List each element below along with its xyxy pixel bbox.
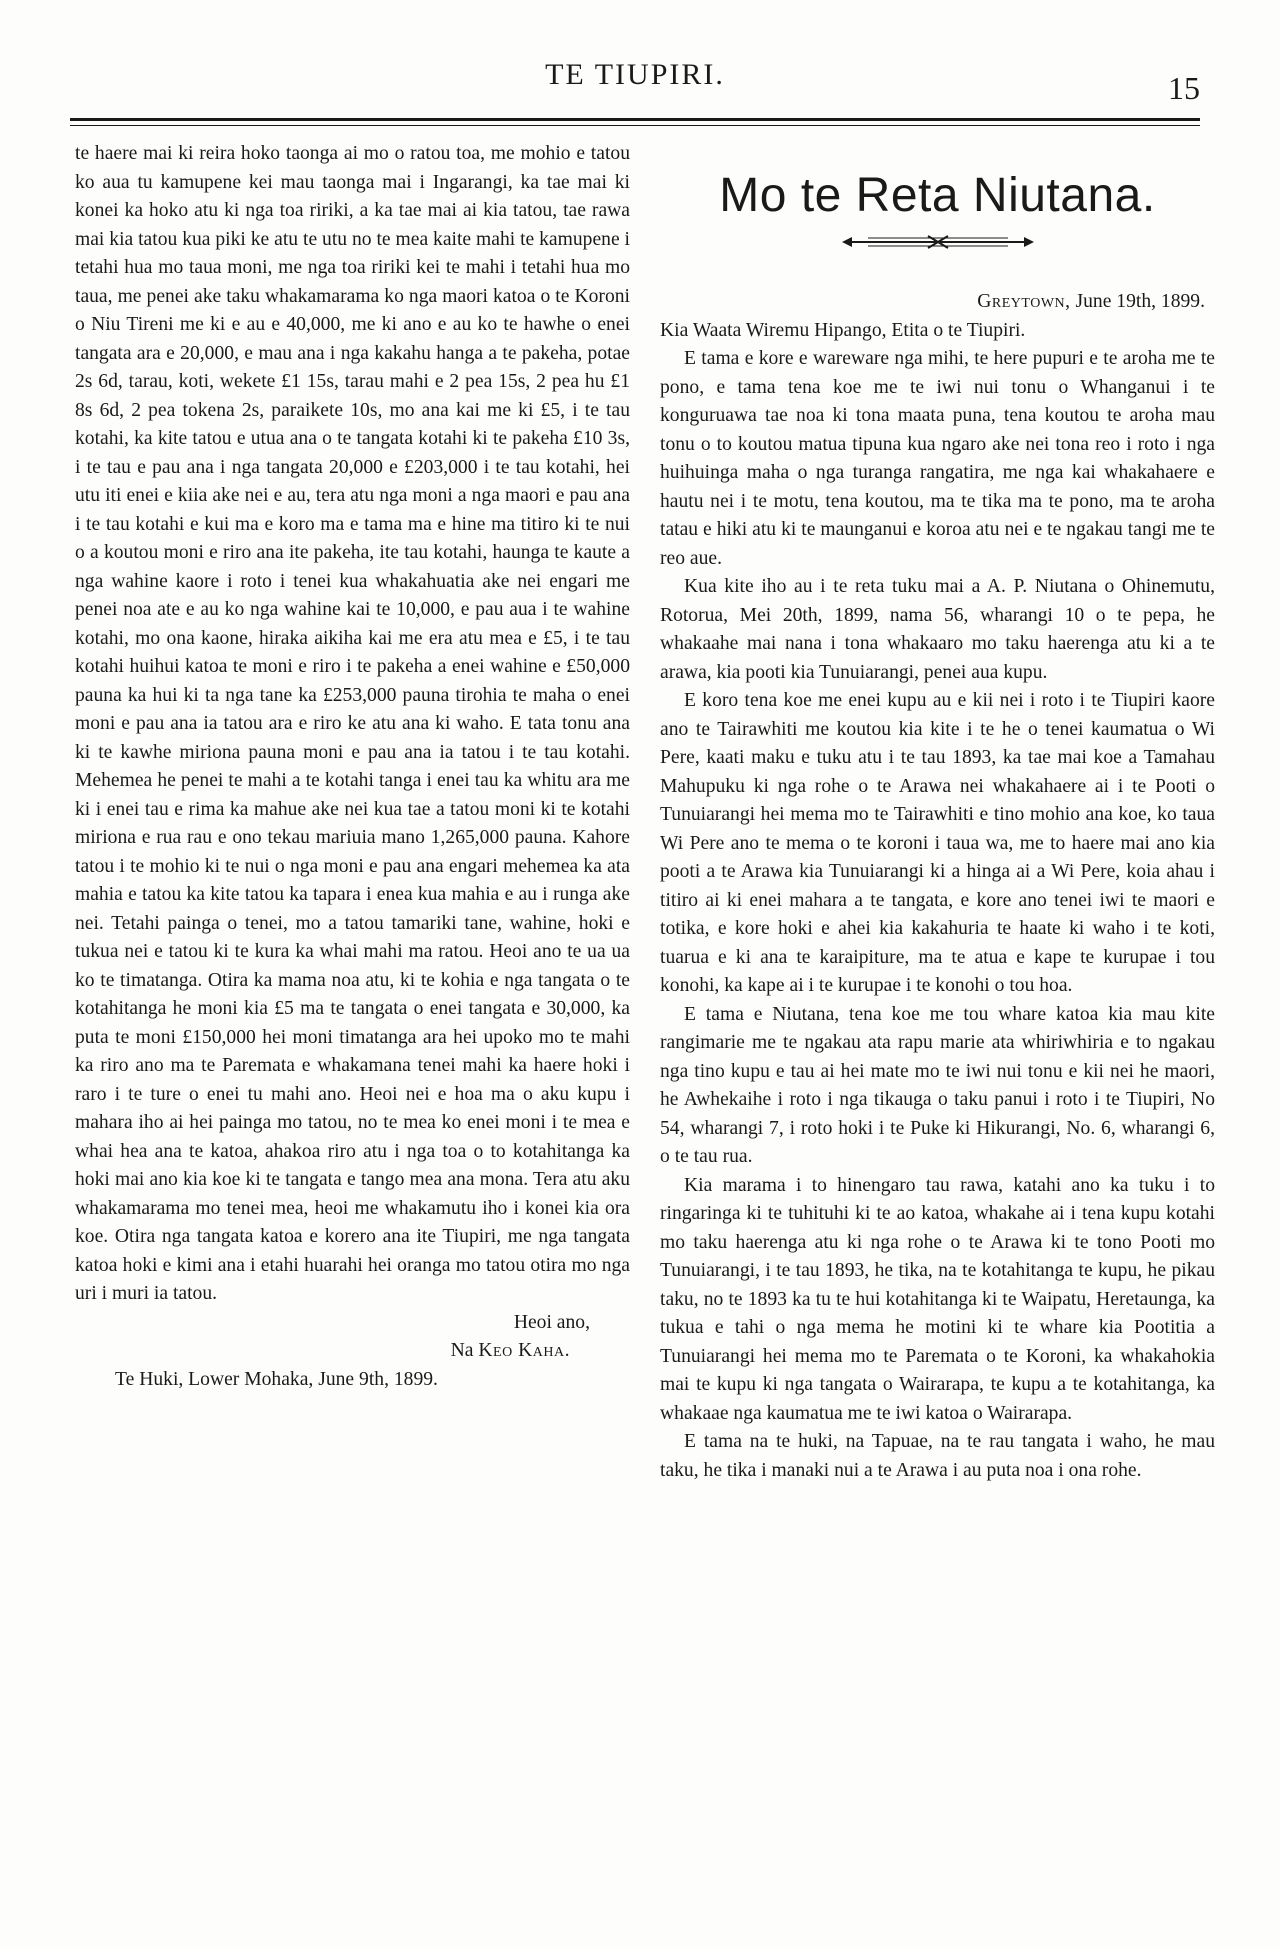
signature-name: Keo Kaha. <box>478 1340 570 1361</box>
ornament-divider-icon <box>838 232 1038 252</box>
right-column <box>660 140 1215 1485</box>
article-title: Mo te Reta Niutana. <box>719 169 1156 222</box>
left-article-body: te haere mai ki reira hoko taonga ai mo o ratou toa, me mohio e tatou ko aua tu kamupene kei mau taonga mai i Ingarangi, ka tae mai ki konei ka hoko atu ki nga toa ririki, a ka tae mai ai kia tatou, tae rawa mai kia tatou kua piki ke atu te utu no te mea kaite mahi te kamupene i tetahi hua mo taua moni, me nga toa ririki kei te mahi i tetahi hua mo taua, me penei ake taku whakamarama ko nga maori katoa o te Koroni o Niu Tireni me ki e au e 40,000, me ki ano e au ko te hawhe o enei tangata ara e 20,000, e mau ana i nga kakahu hanga a te pakeha, potae 2s 6d, tarau, koti, wekete £1 15s, tarau mahi e 2 pea 15s, 2 pea hu £1 8s 6d, 2 pea tokena 2s, paraikete 10s, mo ana kai me ki £5, i te tau kotahi, ka kite tatou e utua ana o te tangata kotahi ki te pakeha £10 3s, i te tau e pau ana i nga tangata 20,000 e £203,000 i te tau kotahi, hei utu iti enei e kiia ake nei e au, tera atu nga moni a nga maori e pau ana i te tau kotahi e kui ma e koro ma e tama ma e hine ma titiro ki te nui o a koutou moni e riro ana ite pakeha, ite tau kotahi, haunga te kaute a nga wahine kaore i roto i tenei kua whakahuatia ake nei engari me penei noa ate e au ko nga wahine kai te 10,000, e pau aua i te wahine kotahi, mo ona kaone, hiraka aikiha kai me era atu mea e £5, i te tau kotahi huihui katoa te moni e riro i te pakeha a enei wahine e £50,000 pauna ka hui ki ta nga tane ka £253,000 pauna tirohia te maha o enei moni e pau ana ia tatou ara e riro ke atu ana ki waho. E tata tonu ana ki te kawhe miriona pauna moni e pau ana ia tatou i te tau kotahi. Mehemea he penei te mahi a te kotahi tanga i enei tau ka whitu ara me ki i enei tau e rima ka mahue ake nei kua tae a tatou moni ki te kotahi miriona e rua rau e ono tekau mariuia mano 1,265,000 pauna. Kahore tatou i te mohio ki te nui o nga moni e pau ana engari mehemea ka ata mahia e tatou ka kite tatou ka tapara i enea kua mahia e au i runga ake nei. Tetahi painga o tenei, mo a tatou tamariki tane, wahine, hoki e tukua nei e tatou ki te kura ka whai mahi ma ratou. Heoi ano te ua ua ko te timatanga. Otira ka mama noa atu, ki te kohia e nga tangata o te kotahitanga he moni kia £5 ma te tangata o enei tangata e 30,000, ka puta te moni £150,000 hei moni timatanga ara hei upoko mo te mahi ka riro ano ma te Paremata e whakamana tenei mahi ka haere hoki i raro i te ture o enei tu mahi ano. Heoi nei e hoa ma o aku kupu i mahara iho ai hei painga mo tatou, no te mea ko enei moni i te mea e whai hea ana te katoa, ahakoa riro atu i nga toa o to kotahitanga ka hoki mai ano kia koe ki te tangata e tango mea ana mona. Tera atu aku whakamarama mo tenei mea, heoi me whakamutu iho i konei kia ora koe. Otira nga tangata katoa e korero ana ite Tiupiri, me nga tangata katoa hoki e kimi ana i etahi huarahi hei oranga mo tatou otira mo nga uri i muri ia tatou. <box>75 143 630 1304</box>
right-paragraph-6: E tama na te huki, na Tapuae, na te rau tangata i waho, he mau taku, he tika i manaki nui a te Arawa i au puta noa i ona rohe. <box>660 1431 1215 1481</box>
dateline-date: June 19th, 1899. <box>1075 291 1205 312</box>
dateline-place: Greytown, <box>977 291 1071 312</box>
signoff: Heoi ano, <box>513 1311 590 1333</box>
page-number: 15 <box>1168 70 1200 106</box>
signature-prefix: Na <box>450 1340 474 1361</box>
signature <box>75 1337 630 1366</box>
salutation: Kia Waata Wiremu Hipango, Etita o te Tiupiri. <box>660 319 1026 341</box>
header-rule-thin <box>70 125 1200 126</box>
right-paragraph-2: Kua kite iho au i te reta tuku mai a A. P. Niutana o Ohinemutu, Rotorua, Mei 20th, 1899, nama 56, wharangi 10 o te pepa, he whakaahe mai nana i tona whakaaro mo taku haerenga atu ki a te arawa, kia pooti kia Tunuiarangi, penei aua kupu. <box>660 576 1215 683</box>
header-rule-thick <box>70 118 1200 121</box>
page-header <box>70 50 1200 110</box>
right-paragraph-4: E tama e Niutana, tena koe me tou whare katoa kia mau kite rangimarie me te ngakau ata rapu marie ata whiriwhiria e to ngakau nga tino kupu e tau ai hei mate mo te iwi nui tonu e kii nei he maori, he Awhekaihe i roto i nga tikauga o taku panui i roto i te Tiupiri, No 54, wharangi 7, i roto hoki i te Puke ki Hikurangi, No. 6, wharangi 6, o te tau rua. <box>660 1003 1215 1167</box>
right-paragraph-3: E koro tena koe me enei kupu au e kii nei i roto i te Tiupiri kaore ano te Tairawhiti me koutou kia kite i te he o tenei kaumatua o Wi Pere, kaati maku e tuku atu i te tau 1893, ka tae mai koe a Tamahau Mahupuku ki nga rohe o te Arawa nei whakahaere ai i te Pooti o Tunuiarangi hei mema mo te Tairawhiti e tino mohio ana koe, ko taua Wi Pere ano te mema o te koroni i taua wa, me to haere mai ano kia pooti a te Arawa kia Tunuiarangi ki a hinga ai a Wi Pere, koia ahau i titiro ai ki enei mahara a te tangata, e kore ano tenei iwi te maori e totika, e kore hoki e ahei kia kakahuria te haate ki waho i te koti, tuarua e ki ana te karaipiture, ma te atua e kape te kurupae i tou konohi, ka kape ai i te kurupae i te konohi o tou hoa. <box>660 690 1215 996</box>
right-paragraph-5: Kia marama i to hinengaro tau rawa, katahi ano ka tuku i to ringaringa ki te tuhituhi ki te ao katoa, whakahe ai i tena kupu kotahi mo taku haerenga atu ki nga rohe o te Arawa ki te tono Pooti mo Tunuiarangi, i te tau 1893, he tika, na te kotahitanga te kupu, he pikau taku, no te 1893 ka tu te hui kotahitanga ki te Waipatu, Heretaunga, ka tukua e tahi o nga mema he motini ki te whare kia Pootitia a Tunuiarangi hei mema mo te Paremata o te Koroni, ka whakahokia mai te kupu ki nga tangata o Wairarapa, te kupu a te kotahitanga, ka whakaae nga kaumatua me te iwi katoa o Wairarapa. <box>660 1174 1215 1424</box>
left-dateline: Te Huki, Lower Mohaka, June 9th, 1899. <box>115 1368 438 1390</box>
left-column <box>75 140 630 1394</box>
right-dateline <box>660 288 1215 317</box>
running-title: TE TIUPIRI. <box>545 58 725 91</box>
right-paragraph-1: E tama e kore e wareware nga mihi, te here pupuri e te aroha me te pono, e tama tena koe me te iwi nui tonu o Whanganui i te konguruawa tae noa ki tona maata puna, tena koutou te aroha mau tonu o to koutou matua tipuna kua ngaro ake nei tona reo i roto i nga huihuinga maha o nga turanga rangatira, me nga kai whakahaere e hautu nei i te motu, tena koutou, ma te tika ma te pono, ma te aroha tatau e hiki atu ki te maunganui e koroa atu nei e te ngakau tangi me te reo aue. <box>660 348 1215 569</box>
